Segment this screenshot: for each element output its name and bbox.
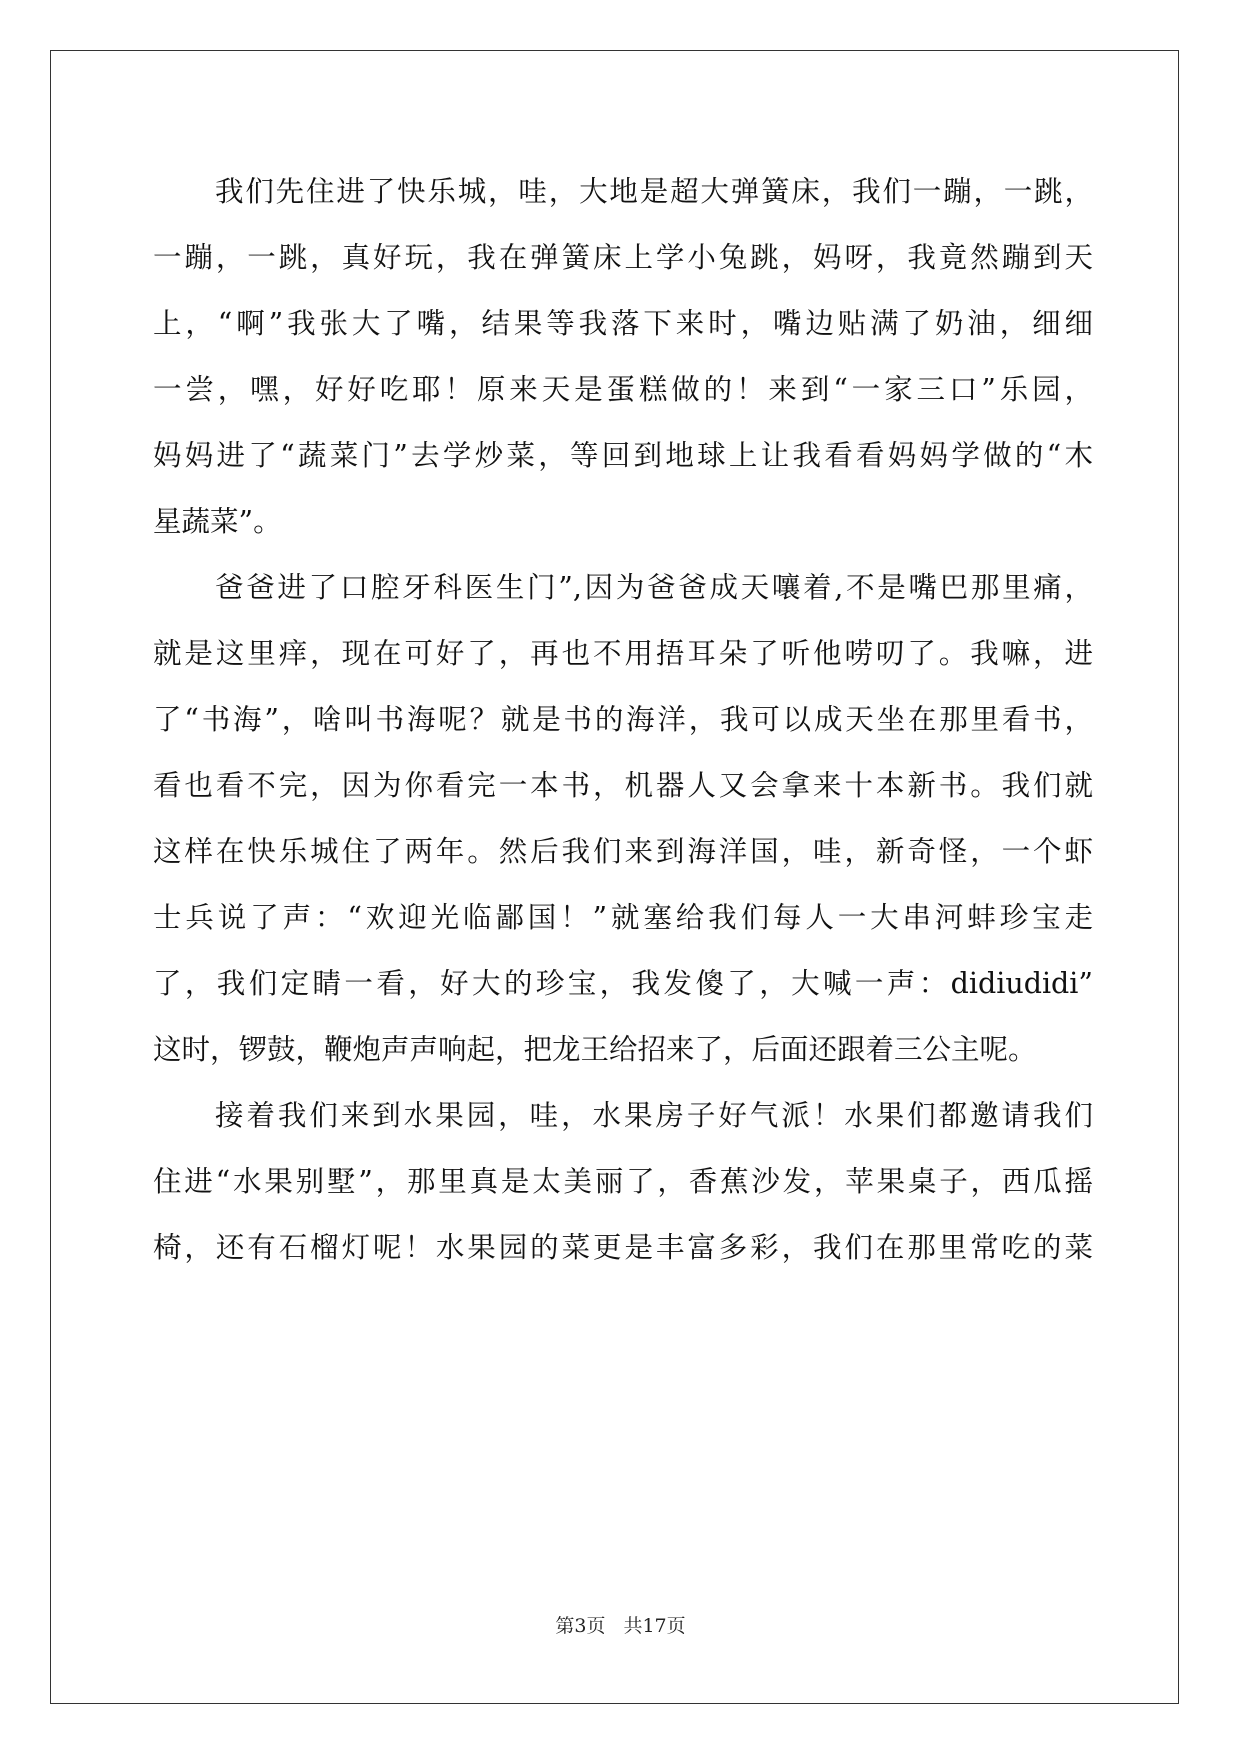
text-line: 了“书海”，啥叫书海呢？就是书的海洋，我可以成天坐在那里看书， xyxy=(153,703,1093,736)
text-line: 看也看不完，因为你看完一本书，机器人又会拿来十本新书。我们就 xyxy=(153,769,1093,802)
page-footer xyxy=(0,1611,1241,1638)
text-line: 妈妈进了“蔬菜门”去学炒菜，等回到地球上让我看看妈妈学做的“木 xyxy=(153,439,1093,472)
text-line: 这样在快乐城住了两年。然后我们来到海洋国，哇，新奇怪，一个虾 xyxy=(153,835,1093,868)
document-body xyxy=(153,159,1093,1281)
text-line: 一尝，嘿，好好吃耶！原来天是蛋糕做的！来到“一家三口”乐园， xyxy=(153,373,1093,406)
text-line: 就是这里痒，现在可好了，再也不用捂耳朵了听他唠叨了。我嘛，进 xyxy=(153,637,1093,670)
text-line: 了，我们定睛一看，好大的珍宝，我发傻了，大喊一声：didiudidi” xyxy=(153,967,1093,1000)
text-line: 爸爸进了口腔牙科医生门”,因为爸爸成天嚷着,不是嘴巴那里痛， xyxy=(215,571,1093,604)
text-line: 星蔬菜”。 xyxy=(153,505,282,538)
page-total: 共17页 xyxy=(623,1615,686,1637)
text-line: 一蹦，一跳，真好玩，我在弹簧床上学小兔跳，妈呀，我竟然蹦到天 xyxy=(153,241,1093,274)
page-number: 第3页 xyxy=(555,1615,606,1637)
text-line: 士兵说了声：“欢迎光临鄙国！”就塞给我们每人一大串河蚌珍宝走 xyxy=(153,901,1093,934)
text-line: 这时，锣鼓，鞭炮声声响起，把龙王给招来了，后面还跟着三公主呢。 xyxy=(153,1033,1037,1066)
text-line: 接着我们来到水果园，哇，水果房子好气派！水果们都邀请我们 xyxy=(215,1099,1093,1132)
text-line: 住进“水果别墅”，那里真是太美丽了，香蕉沙发，苹果桌子，西瓜摇 xyxy=(153,1165,1093,1198)
text-line: 上，“啊”我张大了嘴，结果等我落下来时，嘴边贴满了奶油，细细 xyxy=(153,307,1093,340)
text-line: 我们先住进了快乐城，哇，大地是超大弹簧床，我们一蹦，一跳， xyxy=(215,175,1093,208)
text-line: 椅，还有石榴灯呢！水果园的菜更是丰富多彩，我们在那里常吃的菜 xyxy=(153,1231,1093,1264)
